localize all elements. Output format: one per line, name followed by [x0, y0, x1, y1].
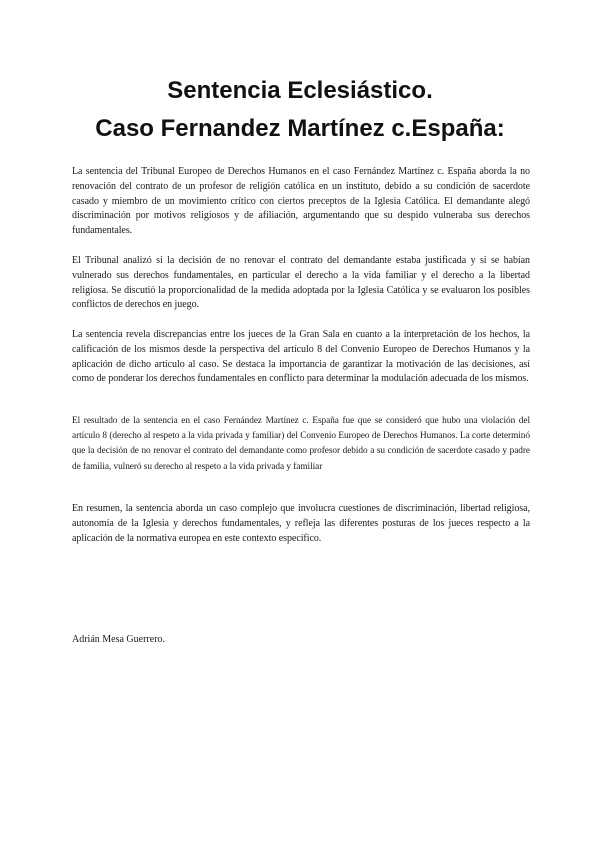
paragraph-discrepancies: La sentencia revela discrepancias entre los jueces de la Gran Sala en cuanto a la interpretación de los hechos, la calificación de los mismos desde la perspectiva del artículo 8 del Convenio Europeo de Derechos Humanos y la aplicación de dicho artículo al caso. Se destaca la importancia de garantizar la motivación de las decisiones, así como de ponderar los derechos fundamentales en conflicto para determinar la modulación adecuada de los mismos. — [72, 329, 530, 385]
document-title-line-2: Caso Fernandez Martínez c.España: — [95, 115, 505, 142]
paragraph-analysis: El Tribunal analizó si la decisión de no renovar el contrato del demandante estaba justificada y si se habían vulnerado sus derechos fundamentales, en particular el derecho a la vida familiar y el derecho a la libertad religiosa. Se discutió la proporcionalidad de la medida adoptada por la Iglesia Católica y se evaluaron los posibles conflictos de derechos en juego. — [72, 255, 530, 311]
paragraph-result: El resultado de la sentencia en el caso Fernández Martínez c. España fue que se consideró que hubo una violación del artículo 8 (derecho al respeto a la vida privada y familiar) del Convenio Europeo de Derechos Humanos. La corte determinó que la decisión de no renovar el contrato del demandante como profesor debido a su condición de sacerdote casado y padre de familia, vulneró su derecho al respeto a la vida privada y familiar — [72, 416, 530, 472]
paragraph-intro: La sentencia del Tribunal Europeo de Derechos Humanos en el caso Fernández Martínez c. España aborda la no renovación del contrato de un profesor de religión católica en un instituto, debido a su condición de sacerdote casado y miembro de un movimiento crítico con ciertos preceptos de la Iglesia Católica. El demandante alegó discriminación por motivos religiosos y de afiliación, argumentando que su despido vulneraba sus derechos fundamentales. — [72, 166, 530, 237]
document-title-line-1: Sentencia Eclesiástico. — [167, 77, 433, 104]
author-signature: Adrián Mesa Guerrero. — [72, 634, 166, 645]
paragraph-summary: En resumen, la sentencia aborda un caso complejo que involucra cuestiones de discriminación, libertad religiosa, autonomía de la Iglesia y derechos fundamentales, y refleja las diferentes posturas de los jueces respecto a la aplicación de la normativa europea en este contexto específico. — [72, 503, 530, 544]
